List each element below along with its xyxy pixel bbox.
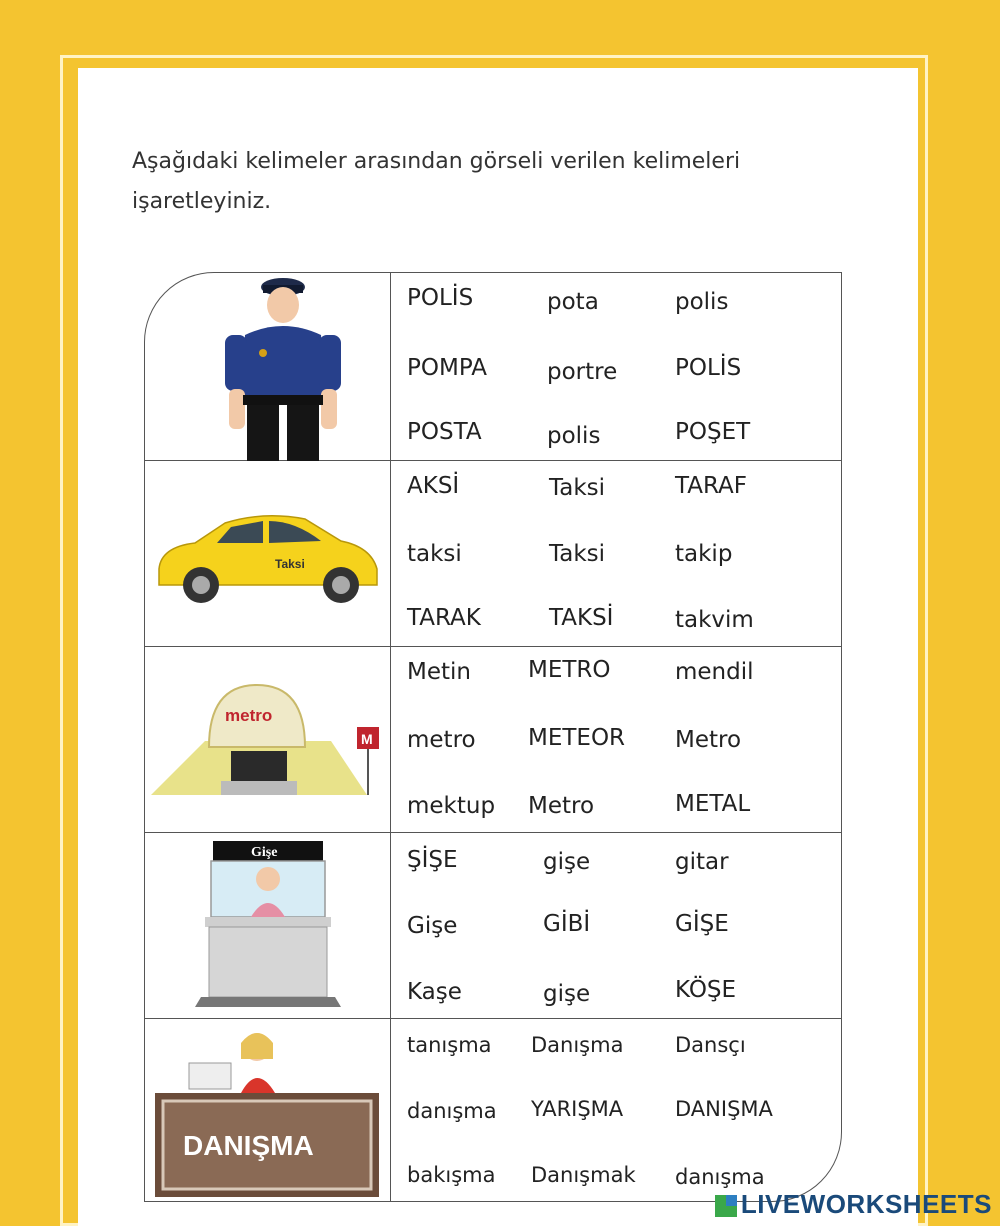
word-option[interactable]: Taksi xyxy=(549,541,606,567)
taxi-label: Taksi xyxy=(275,557,305,571)
word-option[interactable]: POLİS xyxy=(675,355,742,381)
word-option[interactable]: taksi xyxy=(407,541,462,567)
booth-sign: Gişe xyxy=(251,845,278,860)
word-option[interactable]: gişe xyxy=(543,981,591,1007)
metro-sign: metro xyxy=(225,706,273,725)
metro-image xyxy=(145,647,391,832)
svg-text:M: M xyxy=(361,731,373,747)
table-row xyxy=(145,833,841,1019)
word-option[interactable]: YARIŞMA xyxy=(531,1097,624,1121)
word-option[interactable]: Metin xyxy=(407,659,471,685)
word-option[interactable]: METRO xyxy=(528,657,611,683)
word-option[interactable]: portre xyxy=(547,359,618,385)
word-option[interactable]: Gişe xyxy=(407,913,458,939)
word-option[interactable]: metro xyxy=(407,727,476,753)
word-option[interactable]: ŞİŞE xyxy=(407,847,458,873)
table-row xyxy=(145,1019,841,1202)
word-option[interactable]: KÖŞE xyxy=(675,977,737,1003)
brand-icon xyxy=(715,1195,737,1217)
ticket-booth-image xyxy=(145,833,391,1018)
word-option[interactable]: DANIŞMA xyxy=(675,1097,773,1121)
word-option[interactable]: Metro xyxy=(528,793,595,819)
word-option[interactable]: Danışmak xyxy=(531,1163,636,1187)
word-option[interactable]: takip xyxy=(675,541,733,567)
word-option[interactable]: GİBİ xyxy=(543,911,591,937)
word-option[interactable]: Dansçı xyxy=(675,1033,746,1057)
word-table xyxy=(144,272,842,1202)
word-option[interactable]: TARAF xyxy=(675,473,748,499)
table-row xyxy=(145,461,841,647)
word-option[interactable]: mendil xyxy=(675,659,754,685)
word-option[interactable]: takvim xyxy=(675,607,754,633)
brand-text: LIVEWORKSHEETS xyxy=(740,1189,992,1219)
word-option[interactable]: POSTA xyxy=(407,419,482,445)
word-option[interactable]: tanışma xyxy=(407,1033,492,1057)
word-option[interactable]: pota xyxy=(547,289,599,315)
word-option[interactable]: mektup xyxy=(407,793,496,819)
word-option[interactable]: GİŞE xyxy=(675,911,729,937)
taxi-image xyxy=(145,461,391,646)
liveworksheets-logo xyxy=(715,1189,992,1220)
word-option[interactable]: METAL xyxy=(675,791,751,817)
word-option[interactable]: gitar xyxy=(675,849,729,875)
word-option[interactable]: danışma xyxy=(675,1165,765,1189)
word-option[interactable]: POLİS xyxy=(407,285,474,311)
word-option[interactable]: polis xyxy=(675,289,729,315)
word-option[interactable]: TARAK xyxy=(407,605,481,631)
information-desk-image xyxy=(145,1019,391,1202)
word-option[interactable]: Taksi xyxy=(549,475,606,501)
word-option[interactable]: polis xyxy=(547,423,601,449)
word-option[interactable]: danışma xyxy=(407,1099,497,1123)
instruction-text: Aşağıdaki kelimeler arasından görseli verilen kelimeleri işaretleyiniz. xyxy=(132,149,741,214)
word-option[interactable]: gişe xyxy=(543,849,591,875)
police-image xyxy=(145,273,391,460)
word-option[interactable]: POMPA xyxy=(407,355,487,381)
word-option[interactable]: POŞET xyxy=(675,419,751,445)
word-option[interactable]: bakışma xyxy=(407,1163,496,1187)
word-option[interactable]: Kaşe xyxy=(407,979,462,1005)
word-option[interactable]: AKSİ xyxy=(407,473,460,499)
word-option[interactable]: TAKSİ xyxy=(549,605,614,631)
word-option[interactable]: Metro xyxy=(675,727,742,753)
word-option[interactable]: Danışma xyxy=(531,1033,624,1057)
table-row xyxy=(145,647,841,833)
table-row xyxy=(145,273,841,461)
desk-sign: DANIŞMA xyxy=(183,1130,314,1161)
word-option[interactable]: METEOR xyxy=(528,725,626,751)
